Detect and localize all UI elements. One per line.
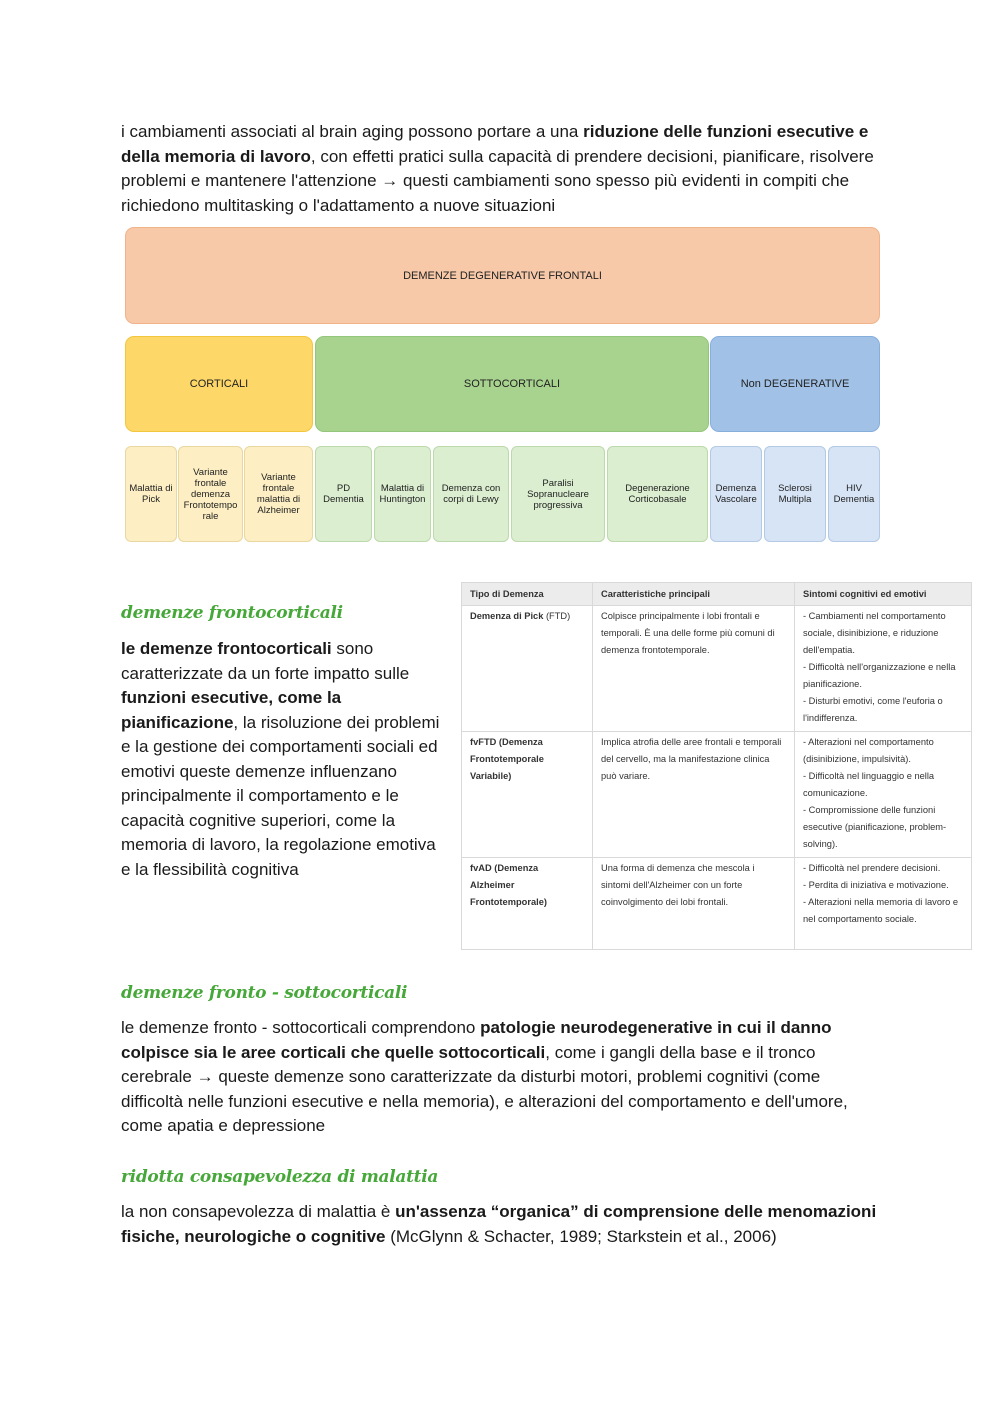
table-row bbox=[462, 606, 972, 732]
leaf-hiv-dementia: HIV Dementia bbox=[828, 446, 880, 542]
leaf-paralisi-sopranucleare: Paralisi Sopranucleare progressiva bbox=[511, 446, 605, 542]
symptom-line: - Alterazioni nel comportamento (disinibizione, impulsività). bbox=[803, 737, 934, 764]
intro-text-1: i cambiamenti associati al brain aging possono portare a una bbox=[121, 122, 584, 141]
s1-bold-2: funzioni esecutive, come la pianificazione bbox=[121, 688, 342, 732]
intro-paragraph bbox=[121, 120, 891, 218]
table-cell-type: fvFTD (Demenza Frontotemporale Variabile) bbox=[462, 732, 593, 858]
leaf-degenerazione-corticobasale: Degenerazione Corticobasale bbox=[607, 446, 708, 542]
group-corticali: CORTICALI bbox=[125, 336, 313, 432]
table-cell-characteristics: Colpisce principalmente i lobi frontali e temporali. È una delle forme più comuni di demenza frontotemporale. bbox=[593, 606, 795, 732]
leaf-malattia-di-pick: Malattia di Pick bbox=[125, 446, 177, 542]
table-header-row bbox=[462, 583, 972, 606]
diagram-root: DEMENZE DEGENERATIVE FRONTALI bbox=[125, 227, 880, 324]
leaf-pd-dementia: PD Dementia bbox=[315, 446, 372, 542]
leaf-demenza-vascolare: Demenza Vascolare bbox=[710, 446, 762, 542]
table-row bbox=[462, 732, 972, 858]
s1-text-1: sono caratterizzate da un forte impatto sulle bbox=[121, 639, 410, 683]
symptom-line: - Compromissione delle funzioni esecutive (pianificazione, problem-solving). bbox=[803, 805, 947, 849]
s3-text-2: (McGlynn & Schacter, 1989; Starkstein et al., 2006) bbox=[385, 1226, 777, 1246]
table-row bbox=[462, 858, 972, 950]
leaf-variante-frontale-demenza: Variante frontale demenza Frontotempo rale bbox=[178, 446, 243, 542]
table-cell-characteristics: Una forma di demenza che mescola i sintomi dell'Alzheimer con un forte coinvolgimento dei lobi frontali. bbox=[593, 858, 795, 950]
heading-demenze-fronto-sottocorticali: demenze fronto - sottocorticali bbox=[121, 983, 408, 1003]
symptom-line: - Perdita di iniziativa e motivazione. bbox=[803, 880, 949, 890]
type-name: Demenza di Pick bbox=[470, 611, 544, 621]
leaf-malattia-di-huntington: Malattia di Huntington bbox=[374, 446, 431, 542]
symptom-line: - Difficoltà nel linguaggio e nella comunicazione. bbox=[803, 771, 935, 798]
table-header: Tipo di Demenza bbox=[462, 583, 593, 606]
table-header: Sintomi cognitivi ed emotivi bbox=[795, 583, 972, 606]
symptom-line: - Alterazioni nella memoria di lavoro e nel comportamento sociale. bbox=[803, 897, 959, 924]
s3-bold-1: un'assenza “organica” di comprensione delle menomazioni fisiche, neurologiche o cognitive bbox=[121, 1202, 877, 1246]
s3-paragraph bbox=[121, 1200, 886, 1249]
leaf-sclerosi-multipla: Sclerosi Multipla bbox=[764, 446, 826, 542]
symptom-line: - Difficoltà nell'organizzazione e nella pianificazione. bbox=[803, 662, 956, 689]
intro-text-2: , con effetti pratici sulla capacità di prendere decisioni, pianificare, risolvere problemi e mantenere l'attenzione → questi cambiamenti sono spesso più evidenti in compiti che richiedono multitasking o l'adattamento a nuove situazioni bbox=[121, 146, 874, 215]
s3-text-1: la non consapevolezza di malattia è bbox=[121, 1202, 396, 1221]
s1-paragraph bbox=[121, 637, 441, 882]
leaf-demenza-corpi-di-lewy: Demenza con corpi di Lewy bbox=[433, 446, 509, 542]
leaf-variante-frontale-alzheimer: Variante frontale malattia di Alzheimer bbox=[244, 446, 313, 542]
group-sottocorticali: SOTTOCORTICALI bbox=[315, 336, 709, 432]
s2-text-1: le demenze fronto - sottocorticali comprendono bbox=[121, 1018, 481, 1037]
group-non-degenerative: Non DEGENERATIVE bbox=[710, 336, 880, 432]
symptom-line: - Cambiamenti nel comportamento sociale, disinibizione, e riduzione dell'empatia. bbox=[803, 611, 946, 655]
table-cell-symptoms bbox=[795, 606, 972, 732]
intro-bold-1: riduzione delle funzioni esecutive e della memoria di lavoro bbox=[121, 122, 869, 166]
symptom-line: - Disturbi emotivi, come l'euforia o l'indifferenza. bbox=[803, 696, 943, 723]
table-cell-type bbox=[462, 606, 593, 732]
table-cell-symptoms bbox=[795, 858, 972, 950]
s2-paragraph bbox=[121, 1016, 881, 1139]
type-abbrev: (FTD) bbox=[543, 611, 571, 621]
dementia-table bbox=[461, 582, 972, 950]
s1-text-2: , la risoluzione dei problemi e la gestione dei comportamenti sociali ed emotivi queste demenze influenzano principalmente il comportamento e le capacità cognitive superiori, come la memoria di lavoro, la regolazione emotiva e la flessibilità cognitiva bbox=[121, 712, 440, 879]
table-cell-type: fvAD (Demenza Alzheimer Frontotemporale) bbox=[462, 858, 593, 950]
heading-ridotta-consapevolezza: ridotta consapevolezza di malattia bbox=[121, 1167, 439, 1187]
heading-demenze-frontocorticali: demenze frontocorticali bbox=[121, 603, 343, 623]
s2-text-2: , come i gangli della base e il tronco cerebrale → queste demenze sono caratterizzate da disturbi motori, problemi cognitivi (come difficoltà nelle funzioni esecutive e nella memoria), e alterazioni del comportamento e dell'umore, come apatia e depressione bbox=[121, 1042, 848, 1135]
table-cell-characteristics: Implica atrofia delle aree frontali e temporali del cervello, ma la manifestazione clinica può variare. bbox=[593, 732, 795, 858]
s2-bold-1: patologie neurodegenerative in cui il danno colpisce sia le aree corticali che quelle sottocorticali bbox=[121, 1018, 832, 1062]
symptom-line: - Difficoltà nel prendere decisioni. bbox=[803, 863, 941, 873]
table-cell-symptoms bbox=[795, 732, 972, 858]
dementia-diagram bbox=[124, 226, 880, 544]
s1-bold-1: le demenze frontocorticali bbox=[121, 639, 332, 658]
table-header: Caratteristiche principali bbox=[593, 583, 795, 606]
